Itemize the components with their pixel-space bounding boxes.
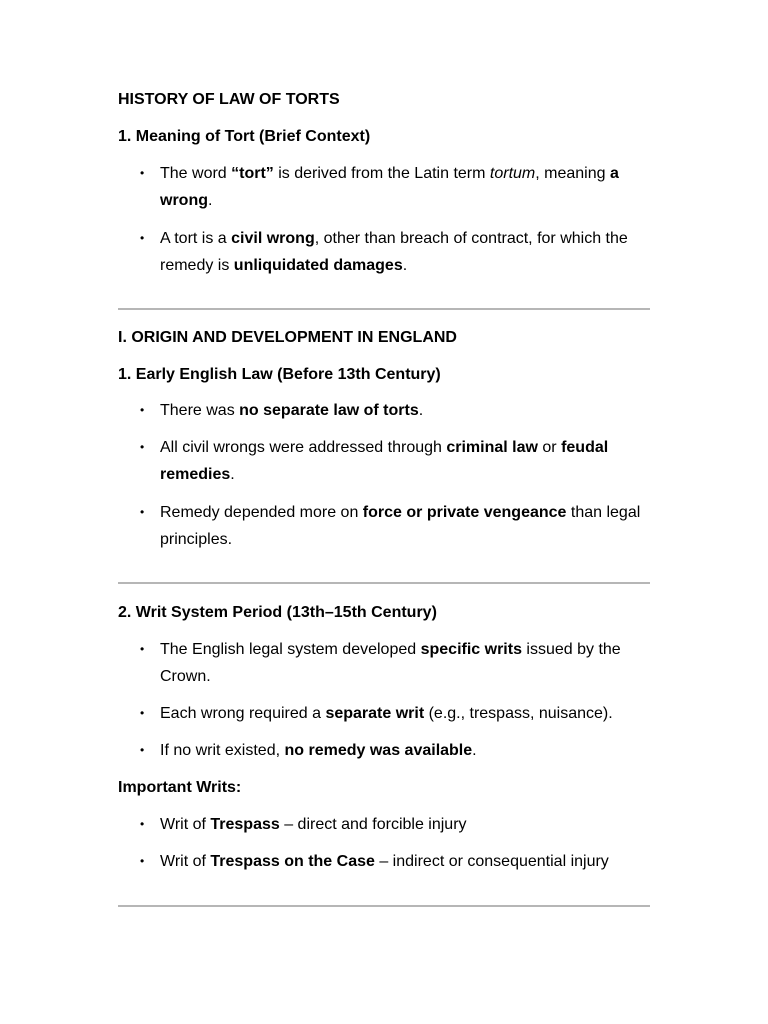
text-run: The word: [160, 165, 232, 182]
text-run-bold: feudal remedies: [160, 439, 609, 483]
bullet-icon: •: [140, 854, 145, 868]
text-run-bold: Trespass on the Case: [210, 853, 375, 870]
text-run: (e.g., trespass, nuisance).: [424, 705, 613, 722]
list-item: [118, 811, 650, 838]
text-run: Each wrong required a: [160, 705, 326, 722]
text-run: .: [208, 192, 213, 209]
bullet-list-early-law: [118, 397, 650, 553]
bullet-list-important-writs: [118, 811, 650, 875]
text-run: A tort is a: [160, 230, 232, 247]
bullet-icon: •: [140, 706, 145, 720]
text-run: There was: [160, 402, 240, 419]
text-run: All civil wrongs were addressed through: [160, 439, 447, 456]
bullet-icon: •: [140, 642, 145, 656]
text-run-bold: criminal law: [446, 439, 538, 456]
horizontal-divider: [118, 905, 650, 907]
horizontal-divider: [118, 582, 650, 584]
text-run: .: [418, 402, 424, 419]
text-run-italic: tortum: [489, 165, 536, 182]
list-item: [118, 160, 650, 214]
text-run-bold: “tort”: [231, 165, 274, 182]
text-run-bold: Trespass: [210, 816, 280, 833]
list-item: [118, 434, 650, 488]
document-body: [118, 89, 650, 907]
subsection-heading-writ-system: 2. Writ System Period (13th–15th Century): [118, 604, 437, 621]
text-run: Writ of: [160, 853, 211, 870]
text-run: – direct and forcible injury: [279, 816, 467, 833]
list-item: [118, 225, 650, 279]
text-run: Remedy depended more on: [160, 504, 363, 521]
text-run-bold: civil wrong: [231, 230, 315, 247]
subsection-heading-early-english-law: 1. Early English Law (Before 13th Century): [118, 366, 441, 383]
list-item: [118, 499, 650, 553]
bullet-icon: •: [140, 403, 145, 417]
bullet-icon: •: [140, 743, 145, 757]
section-heading-origin-england: I. ORIGIN AND DEVELOPMENT IN ENGLAND: [118, 329, 457, 346]
text-run: than legal principles.: [160, 504, 641, 548]
bullet-icon: •: [140, 817, 145, 831]
bullet-icon: •: [140, 231, 145, 245]
text-run: If no writ existed,: [160, 742, 285, 759]
text-run: , other than breach of contract, for which the remedy is: [160, 230, 628, 274]
horizontal-divider: [118, 308, 650, 310]
text-run: – indirect or consequential injury: [374, 853, 609, 870]
text-run-bold: specific writs: [420, 641, 522, 658]
document-title: HISTORY OF LAW OF TORTS: [118, 91, 340, 108]
text-run: , meaning: [535, 165, 610, 182]
text-run-bold: a wrong: [160, 165, 619, 209]
text-run: is derived from the Latin term: [273, 165, 490, 182]
bullet-list-meaning: [118, 160, 650, 279]
bullet-icon: •: [140, 166, 145, 180]
list-item: [118, 700, 650, 727]
text-run: or: [537, 439, 562, 456]
text-run: The English legal system developed: [160, 641, 421, 658]
list-item: [118, 397, 650, 424]
text-run-bold: no separate law of torts: [239, 402, 419, 419]
text-run-bold: force or private vengeance: [362, 504, 567, 521]
list-item: [118, 848, 650, 875]
bullet-list-writ-system: [118, 636, 650, 764]
text-run: .: [472, 742, 477, 759]
text-run: Writ of: [160, 816, 211, 833]
section-heading-meaning-of-tort: 1. Meaning of Tort (Brief Context): [118, 128, 371, 145]
text-run: .: [402, 257, 408, 274]
text-run-bold: unliquidated damages: [233, 257, 403, 274]
text-run: issued by the Crown.: [160, 641, 621, 685]
list-item: [118, 636, 650, 690]
text-run: .: [230, 466, 235, 483]
bullet-icon: •: [140, 505, 145, 519]
list-item: [118, 737, 650, 764]
text-run-bold: separate writ: [325, 705, 425, 722]
important-writs-heading: Important Writs:: [118, 779, 242, 796]
bullet-icon: •: [140, 440, 145, 454]
text-run-bold: no remedy was available: [284, 742, 473, 759]
